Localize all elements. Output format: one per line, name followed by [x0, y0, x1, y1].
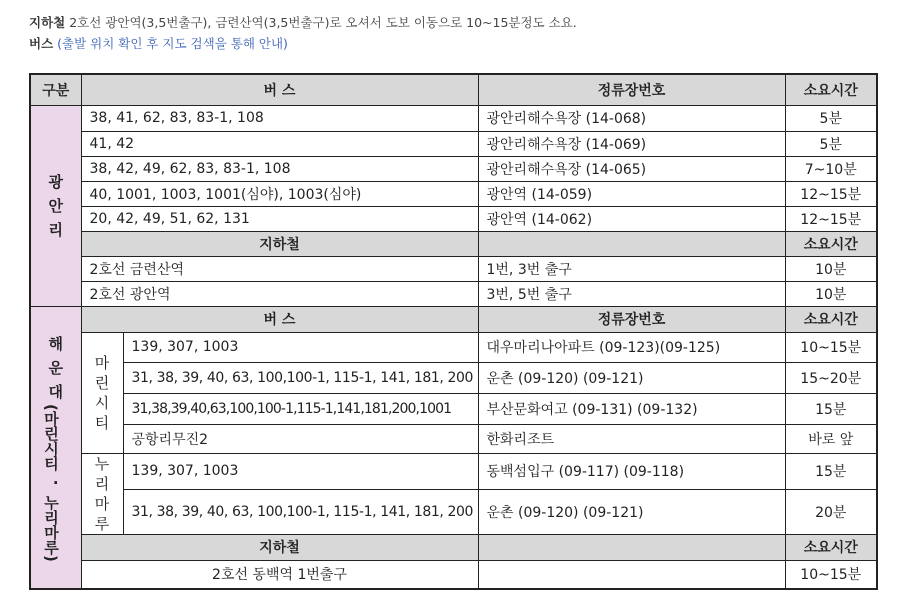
marine-city-label: 마 린 시 티: [81, 332, 123, 453]
subway-exit: 1번, 3번 출구: [478, 256, 785, 281]
travel-time: 20분: [785, 490, 877, 534]
travel-time: 5분: [785, 131, 877, 156]
bus-routes: 38, 41, 62, 83, 83-1, 108: [81, 105, 478, 131]
subway-label: 지하철: [29, 15, 66, 30]
bus-subheader-row: [30, 306, 877, 332]
stop-number-header: 정류장번호: [478, 306, 785, 332]
subway-station: 2호선 금련산역: [81, 256, 478, 281]
bus-directions-note: (출발 위치 확인 후 지도 검색을 통해 안내): [57, 36, 288, 51]
subway-time-header: 소요시간: [785, 231, 877, 256]
subway-time-header: 소요시간: [785, 534, 877, 560]
travel-time: 5분: [785, 105, 877, 131]
stop-number: 광안리해수욕장 (14-069): [478, 131, 785, 156]
table-row: [30, 424, 877, 453]
table-row: [30, 281, 877, 306]
travel-time: 15분: [785, 453, 877, 490]
stop-number: 한화리조트: [478, 424, 785, 453]
travel-time: 10~15분: [785, 332, 877, 362]
table-row: [30, 362, 877, 393]
time-header: 소요시간: [785, 74, 877, 105]
table-row: [30, 453, 877, 490]
bus-header: 버 스: [81, 306, 478, 332]
travel-time: 10~15분: [785, 560, 877, 589]
subway-directions-text: 2호선 광안역(3,5번출구), 금련산역(3,5번출구)로 오셔서 도보 이동으로 10~15분정도 소요.: [69, 15, 577, 30]
subway-subheader-row: [30, 231, 877, 256]
travel-time: 12~15분: [785, 181, 877, 206]
table-row: [30, 560, 877, 589]
stop-number: 광안리해수욕장 (14-065): [478, 156, 785, 181]
subway-station: 2호선 동백역 1번출구: [81, 560, 478, 589]
stop-number: 광안역 (14-062): [478, 206, 785, 231]
subway-header: 지하철: [81, 231, 478, 256]
bus-routes: 139, 307, 1003: [123, 332, 478, 362]
table-row: [30, 181, 877, 206]
subway-exit: 3번, 5번 출구: [478, 281, 785, 306]
bus-routes: 31,38,39,40,63,100,100-1,115-1,141,181,200,1001: [123, 393, 478, 424]
table-row: [30, 490, 877, 534]
bus-routes: 31, 38, 39, 40, 63, 100,100-1, 115-1, 141, 181, 200: [123, 490, 478, 534]
table-row: [30, 256, 877, 281]
subway-exit: [478, 560, 785, 589]
table-row: [30, 131, 877, 156]
stop-number: 대우마리나아파트 (09-123)(09-125): [478, 332, 785, 362]
stop-number-header: 정류장번호: [478, 74, 785, 105]
table-row: [30, 332, 877, 362]
subway-exit-header: [478, 231, 785, 256]
stop-number: 운촌 (09-120) (09-121): [478, 490, 785, 534]
subway-subheader-row: [30, 534, 877, 560]
time-header: 소요시간: [785, 306, 877, 332]
transport-table: [29, 73, 878, 590]
travel-time: 15분: [785, 393, 877, 424]
stop-number: 부산문화여고 (09-131) (09-132): [478, 393, 785, 424]
bus-routes: 20, 42, 49, 51, 62, 131: [81, 206, 478, 231]
travel-time: 10분: [785, 256, 877, 281]
subway-directions: [29, 12, 577, 33]
travel-time: 7~10분: [785, 156, 877, 181]
table-row: [30, 393, 877, 424]
bus-label: 버스: [29, 36, 54, 51]
table-row: [30, 105, 877, 131]
bus-routes: 공항리무진2: [123, 424, 478, 453]
category-header: 구분: [30, 74, 81, 105]
table-row: [30, 206, 877, 231]
subway-header: 지하철: [81, 534, 478, 560]
bus-routes: 40, 1001, 1003, 1001(심야), 1003(심야): [81, 181, 478, 206]
bus-routes: 31, 38, 39, 40, 63, 100,100-1, 115-1, 141, 181, 200: [123, 362, 478, 393]
gwangalli-label: 광 안 리: [30, 105, 81, 306]
stop-number: 운촌 (09-120) (09-121): [478, 362, 785, 393]
bus-directions: [29, 33, 577, 54]
nurimaru-label: 누 리 마 루: [81, 453, 123, 534]
stop-number: 동백섬입구 (09-117) (09-118): [478, 453, 785, 490]
travel-time: 바로 앞: [785, 424, 877, 453]
travel-time: 15~20분: [785, 362, 877, 393]
table-header-row: [30, 74, 877, 105]
stop-number: 광안역 (14-059): [478, 181, 785, 206]
travel-time: 12~15분: [785, 206, 877, 231]
subway-exit-header: [478, 534, 785, 560]
travel-time: 10분: [785, 281, 877, 306]
intro-text: [29, 12, 577, 54]
haeundae-label: 해 운 대 (마린시티 · 누리마루): [30, 306, 81, 589]
bus-header: 버 스: [81, 74, 478, 105]
stop-number: 광안리해수욕장 (14-068): [478, 105, 785, 131]
bus-routes: 139, 307, 1003: [123, 453, 478, 490]
bus-routes: 38, 42, 49, 62, 83, 83-1, 108: [81, 156, 478, 181]
subway-station: 2호선 광안역: [81, 281, 478, 306]
bus-routes: 41, 42: [81, 131, 478, 156]
table-row: [30, 156, 877, 181]
